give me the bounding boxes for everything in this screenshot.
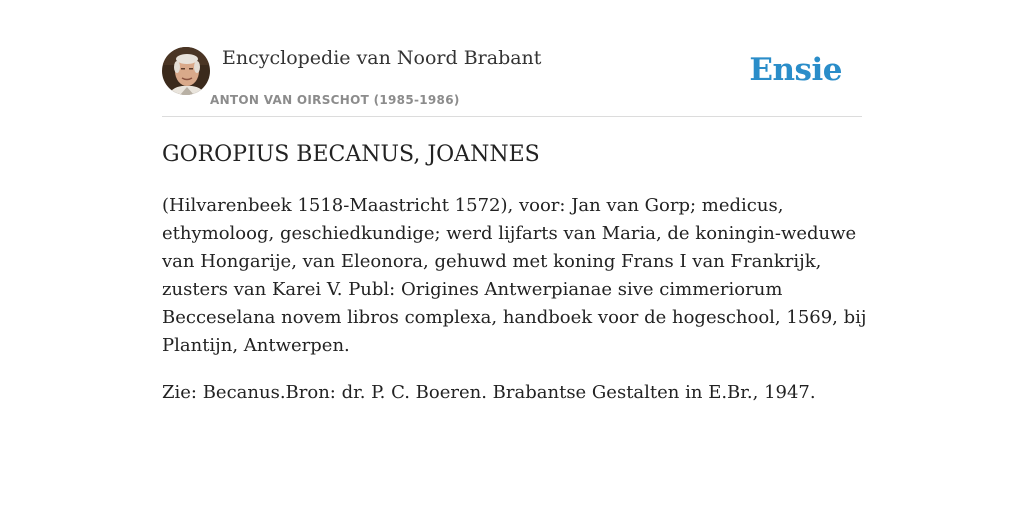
- article-source-paragraph: Zie: Becanus.Bron: dr. P. C. Boeren. Brabantse Gestalten in E.Br., 1947.: [162, 382, 816, 403]
- author-avatar[interactable]: [162, 47, 210, 95]
- article-paragraph: (Hilvarenbeek 1518-Maastricht 1572), voor: Jan van Gorp; medicus, ethymoloog, geschiedkundige; werd lijfarts van Maria, de koningin-weduwe van Hongarije, van Eleonora, gehuwd met koning Frans I van Frankrijk, zusters van Karei V. Publ: Origines Antwerpianae sive cimmeriorum Becceselana novem libros complexa, handboek voor de hogeschool, 1569, bij Plantijn, Antwerpen.: [162, 195, 867, 356]
- ensie-logo[interactable]: Ensie: [749, 52, 842, 88]
- article-header: [162, 46, 862, 117]
- article-title: GOROPIUS BECANUS, JOANNES: [162, 142, 540, 167]
- author-name[interactable]: ANTON VAN OIRSCHOT (1985-1986): [210, 93, 460, 107]
- article-body: [162, 192, 872, 426]
- author-portrait-icon: [162, 47, 210, 95]
- encyclopedia-title[interactable]: Encyclopedie van Noord Brabant: [222, 47, 542, 69]
